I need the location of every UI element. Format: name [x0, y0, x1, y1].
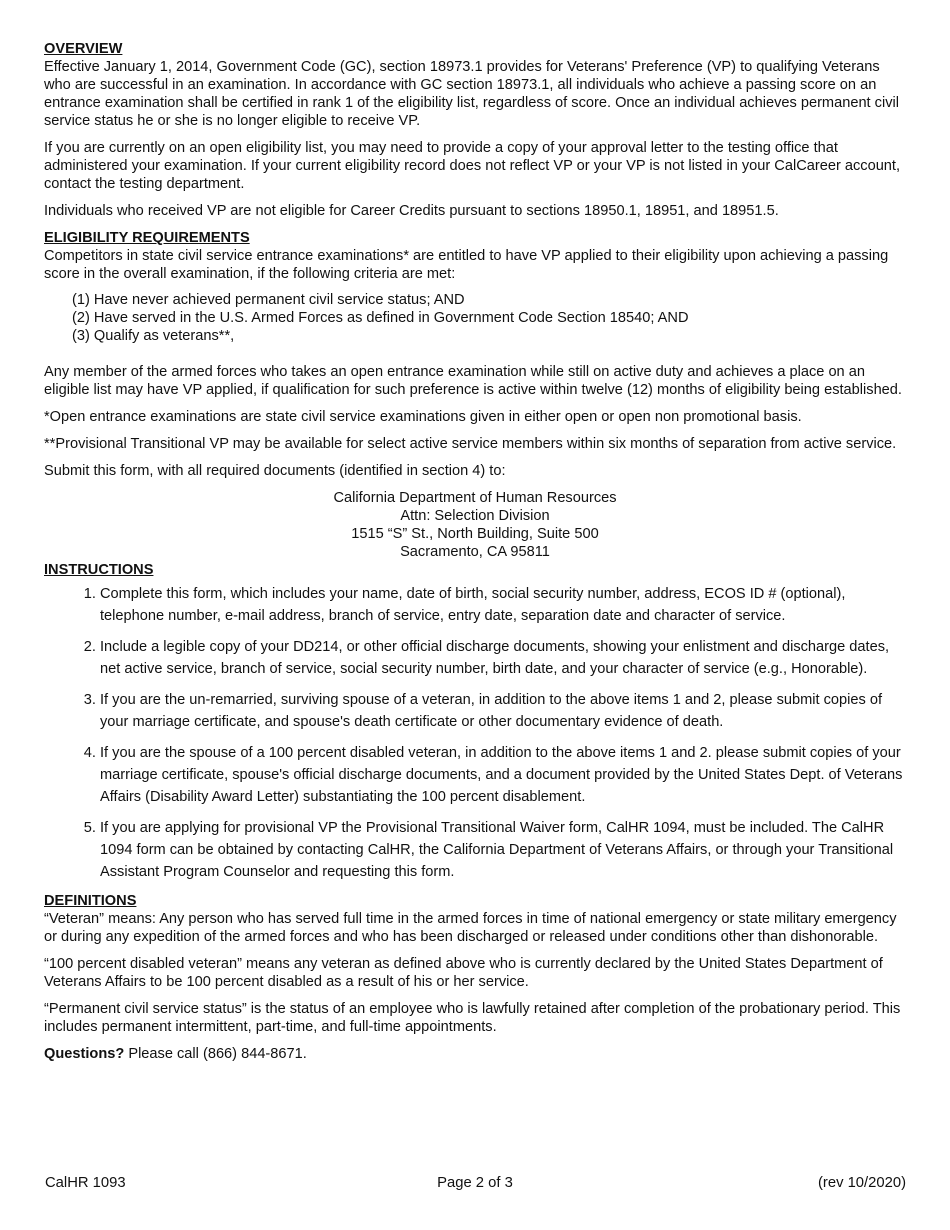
eligibility-section	[44, 229, 906, 561]
overview-paragraph: Individuals who received VP are not eligible for Career Credits pursuant to sections 18950.1, 18951, and 18951.5.	[44, 203, 779, 219]
page-number: Page 2 of 3	[437, 1175, 513, 1191]
mailing-address	[44, 489, 906, 561]
criteria-item: (3) Qualify as veterans**,	[72, 328, 235, 344]
address-line: 1515 “S” St., North Building, Suite 500	[351, 526, 599, 542]
questions-text: Please call (866) 844-8671.	[124, 1046, 307, 1062]
instruction-item: 3. If you are the un-remarried, surviving spouse of a veteran, in addition to the above items 1 and 2, please submit copies of your marriage certificate, and spouse's death certificate or other documentary evidence of death.	[100, 689, 906, 733]
instruction-item: 4. If you are the spouse of a 100 percent disabled veteran, in addition to the above items 1 and 2. please submit copies of your marriage certificate, spouse's official discharge documents, and a document provided by the United States Dept. of Veterans Affairs (Disability Award Letter) substantiating the 100 percent disablement.	[100, 742, 906, 808]
eligibility-footnote: *Open entrance examinations are state civil service examinations given in either open or open non promotional basis.	[44, 409, 802, 425]
eligibility-intro: Competitors in state civil service entrance examinations* are entitled to have VP applied to their eligibility upon achieving a passing score in the overall examination, if the following criteria are met:	[44, 248, 889, 282]
instructions-heading: INSTRUCTIONS	[44, 562, 154, 578]
definition-paragraph: “Permanent civil service status” is the status of an employee who is lawfully retained after completion of the probationary period. This includes permanent intermittent, part-time, and full-time appointments.	[44, 1001, 901, 1035]
form-id: CalHR 1093	[45, 1175, 126, 1191]
address-line: Sacramento, CA 95811	[400, 544, 550, 560]
instructions-list	[44, 583, 906, 883]
criteria-item: (1) Have never achieved permanent civil service status; AND	[72, 292, 465, 308]
instruction-item: 5. If you are applying for provisional VP the Provisional Transitional Waiver form, CalHR 1094, must be included. The CalHR 1094 form can be obtained by contacting CalHR, the California Department of Veterans Affairs, or through your Transitional Assistant Program Counselor and requesting this form.	[100, 817, 906, 883]
instructions-section	[44, 561, 906, 883]
overview-paragraph: Effective January 1, 2014, Government Code (GC), section 18973.1 provides for Veterans' Preference (VP) to qualifying Veterans who are successful in an examination. In accordance with GC section 18973.1, all individuals who achieve a passing score on an entrance examination shall be certified in rank 1 of the eligibility list, regardless of score. Once an individual achieves permanent civil service status he or she is no longer eligible to receive VP.	[44, 59, 899, 129]
questions-label: Questions?	[44, 1046, 125, 1062]
definition-paragraph: “100 percent disabled veteran” means any veteran as defined above who is currently declared by the United States Department of Veterans Affairs to be 100 percent disabled as a result of his or her service.	[44, 956, 883, 990]
criteria-list	[72, 291, 906, 345]
definitions-heading: DEFINITIONS	[44, 893, 137, 909]
definitions-section	[44, 892, 906, 1063]
address-line: Attn: Selection Division	[400, 508, 550, 524]
eligibility-heading: ELIGIBILITY REQUIREMENTS	[44, 230, 250, 246]
overview-paragraph: If you are currently on an open eligibility list, you may need to provide a copy of your approval letter to the testing office that administered your examination. If your current eligibility record does not reflect VP or your VP is not listed in your CalCareer account, contact the testing department.	[44, 140, 901, 192]
overview-section	[44, 40, 906, 220]
questions-line	[44, 1045, 906, 1063]
revision-date: (rev 10/2020)	[817, 1175, 906, 1191]
address-line: California Department of Human Resources	[333, 490, 617, 506]
criteria-item: (2) Have served in the U.S. Armed Forces as defined in Government Code Section 18540; AND	[72, 310, 689, 326]
instruction-item: 1. Complete this form, which includes your name, date of birth, social security number, address, ECOS ID # (optional), telephone number, e-mail address, branch of service, entry date, separation date and character of service.	[100, 583, 906, 627]
instruction-item: 2. Include a legible copy of your DD214, or other official discharge documents, showing your enlistment and discharge dates, net active service, branch of service, social security number, birth date, and your character of service (e.g., Honorable).	[100, 636, 906, 680]
page-footer	[44, 1174, 906, 1192]
definition-paragraph: “Veteran” means: Any person who has served full time in the armed forces in time of national emergency or state military emergency or during any expedition of the armed forces and who has been discharged or released under conditions other than dishonorable.	[44, 911, 897, 945]
overview-heading: OVERVIEW	[44, 41, 123, 57]
eligibility-paragraph: Any member of the armed forces who takes an open entrance examination while still on active duty and achieves a place on an eligible list may have VP applied, if qualification for such preference is active within twelve (12) months of eligibility being established.	[44, 364, 902, 398]
eligibility-footnote: **Provisional Transitional VP may be available for select active service members within six months of separation from active service.	[44, 436, 897, 452]
submit-instruction: Submit this form, with all required documents (identified in section 4) to:	[44, 463, 506, 479]
document-page	[44, 40, 906, 1072]
